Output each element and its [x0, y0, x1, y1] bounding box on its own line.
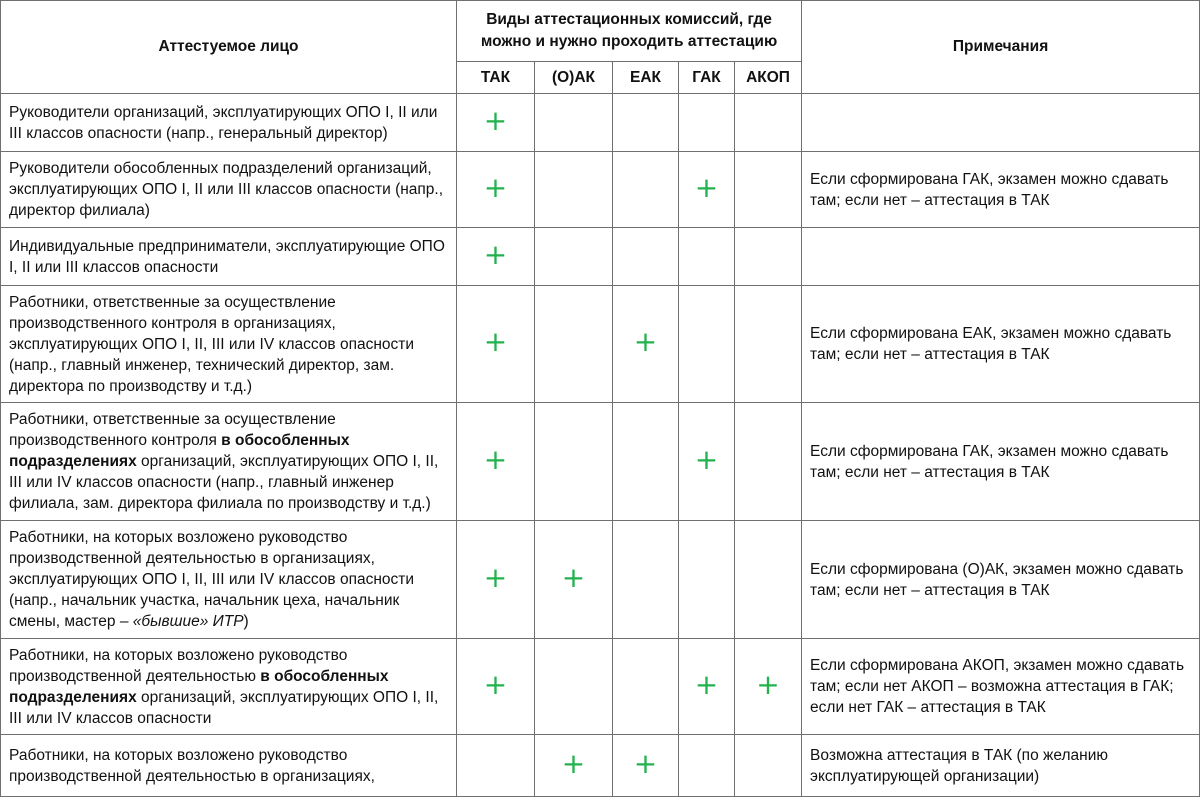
header-person: Аттестуемое лицо: [1, 1, 457, 94]
plus-icon: +: [633, 325, 658, 358]
table-row: [1, 403, 1200, 521]
person-cell: Работники, ответственные за осуществление производственного контроля в организациях, эксплуатирующих ОПО I, II, III или IV классов опасности (напр., главный инженер, технический директор, зам. директора по производству и т.д.): [1, 286, 457, 403]
mark-cell: [679, 286, 735, 403]
person-text: Работники, на которых возложено руководство производственной деятельностью: [9, 646, 348, 685]
mark-cell: [735, 639, 802, 735]
header-commissions: Виды аттестационных комиссий, где можно и нужно проходить аттестацию: [457, 1, 802, 62]
person-text: организаций, эксплуатирующих ОПО I, II, III или IV классов опасности (напр., главный инженер филиала, зам. директора филиала по производству и т.д.): [9, 453, 439, 512]
note-cell: Если сформирована ГАК, экзамен можно сдавать там; если нет – аттестация в ТАК: [802, 152, 1200, 228]
plus-icon: +: [483, 325, 508, 358]
plus-icon: +: [483, 170, 508, 204]
plus-icon: +: [483, 667, 508, 701]
mark-cell: [613, 152, 679, 228]
mark-cell: [613, 521, 679, 639]
mark-cell: [679, 152, 735, 228]
person-cell: [1, 403, 457, 521]
person-cell: Руководители организаций, эксплуатирующих ОПО I, II или III классов опасности (напр., генеральный директор): [1, 94, 457, 152]
table-row: [1, 521, 1200, 639]
header-col-eak: ЕАК: [613, 62, 679, 94]
note-cell: Если сформирована ГАК, экзамен можно сдавать там; если нет – аттестация в ТАК: [802, 403, 1200, 521]
table-row: [1, 286, 1200, 403]
plus-icon: +: [483, 237, 508, 271]
header-col-oak: (О)АК: [535, 62, 613, 94]
plus-icon: +: [694, 667, 719, 701]
mark-cell: [679, 403, 735, 521]
mark-cell: [679, 521, 735, 639]
note-cell: Если сформирована (О)АК, экзамен можно сдавать там; если нет – аттестация в ТАК: [802, 521, 1200, 639]
person-emphasis: в обособленных подразделениях: [9, 432, 350, 470]
mark-cell: [457, 152, 535, 228]
mark-cell: [735, 94, 802, 152]
mark-cell: [457, 521, 535, 639]
plus-icon: +: [561, 746, 586, 780]
mark-cell: [735, 286, 802, 403]
mark-cell: [457, 639, 535, 735]
person-text: Работники, на которых возложено руководство производственной деятельностью в организациях, эксплуатирующих ОПО I, II, III или IV классов опасности (напр., начальник участка, начальник цеха, начальник смены, мастер –: [9, 529, 415, 630]
mark-cell: [457, 228, 535, 286]
mark-cell: [535, 639, 613, 735]
person-cell: [1, 521, 457, 639]
note-cell: [802, 228, 1200, 286]
mark-cell: [535, 403, 613, 521]
plus-icon: +: [633, 746, 658, 780]
mark-cell: [613, 228, 679, 286]
mark-cell: [613, 403, 679, 521]
note-cell: Если сформирована АКОП, экзамен можно сдавать там; если нет АКОП – возможна аттестация в ГАК; если нет ГАК – аттестация в ТАК: [802, 639, 1200, 735]
person-text: Работники, ответственные за осуществление производственного контроля: [9, 411, 336, 449]
table-row: [1, 228, 1200, 286]
mark-cell: [679, 639, 735, 735]
mark-cell: [735, 735, 802, 797]
mark-cell: [457, 286, 535, 403]
mark-cell: [613, 286, 679, 403]
mark-cell: [679, 228, 735, 286]
mark-cell: [535, 521, 613, 639]
plus-icon: +: [756, 667, 780, 701]
person-cell: Индивидуальные предприниматели, эксплуатирующие ОПО I, II или III классов опасности: [1, 228, 457, 286]
mark-cell: [535, 94, 613, 152]
person-cell: Руководители обособленных подразделений организаций, эксплуатирующих ОПО I, II или III классов опасности (напр., директор филиала): [1, 152, 457, 228]
mark-cell: [535, 286, 613, 403]
header-notes: Примечания: [802, 1, 1200, 94]
note-cell: [802, 94, 1200, 152]
person-emphasis: «бывшие» ИТР: [132, 613, 244, 630]
person-text: ): [243, 613, 249, 630]
mark-cell: [679, 735, 735, 797]
mark-cell: [735, 228, 802, 286]
person-cell: [1, 639, 457, 735]
mark-cell: [457, 94, 535, 152]
mark-cell: [613, 94, 679, 152]
person-emphasis: в обособленных подразделениях: [9, 667, 389, 706]
plus-icon: +: [694, 442, 719, 476]
table-row: [1, 94, 1200, 152]
mark-cell: [613, 639, 679, 735]
mark-cell: [613, 735, 679, 797]
note-cell: Если сформирована ЕАК, экзамен можно сдавать там; если нет – аттестация в ТАК: [802, 286, 1200, 403]
plus-icon: +: [694, 170, 719, 204]
mark-cell: [735, 521, 802, 639]
mark-cell: [735, 403, 802, 521]
table-row: [1, 735, 1200, 797]
plus-icon: +: [483, 560, 508, 594]
mark-cell: [457, 403, 535, 521]
mark-cell: [535, 228, 613, 286]
table-row: [1, 639, 1200, 735]
table-row: [1, 152, 1200, 228]
plus-icon: +: [483, 442, 508, 476]
person-text: организаций, эксплуатирующих ОПО I, II, III или IV классов опасности: [9, 688, 439, 727]
mark-cell: [679, 94, 735, 152]
mark-cell: [535, 152, 613, 228]
mark-cell: [735, 152, 802, 228]
header-col-gak: ГАК: [679, 62, 735, 94]
note-cell: Возможна аттестация в ТАК (по желанию эксплуатирующей организации): [802, 735, 1200, 797]
header-col-tak: ТАК: [457, 62, 535, 94]
plus-icon: +: [561, 560, 586, 594]
mark-cell: [457, 735, 535, 797]
plus-icon: +: [483, 103, 508, 137]
person-cell: Работники, на которых возложено руководство производственной деятельностью в организациях,: [1, 735, 457, 797]
mark-cell: [535, 735, 613, 797]
header-col-akop: АКОП: [735, 62, 802, 94]
